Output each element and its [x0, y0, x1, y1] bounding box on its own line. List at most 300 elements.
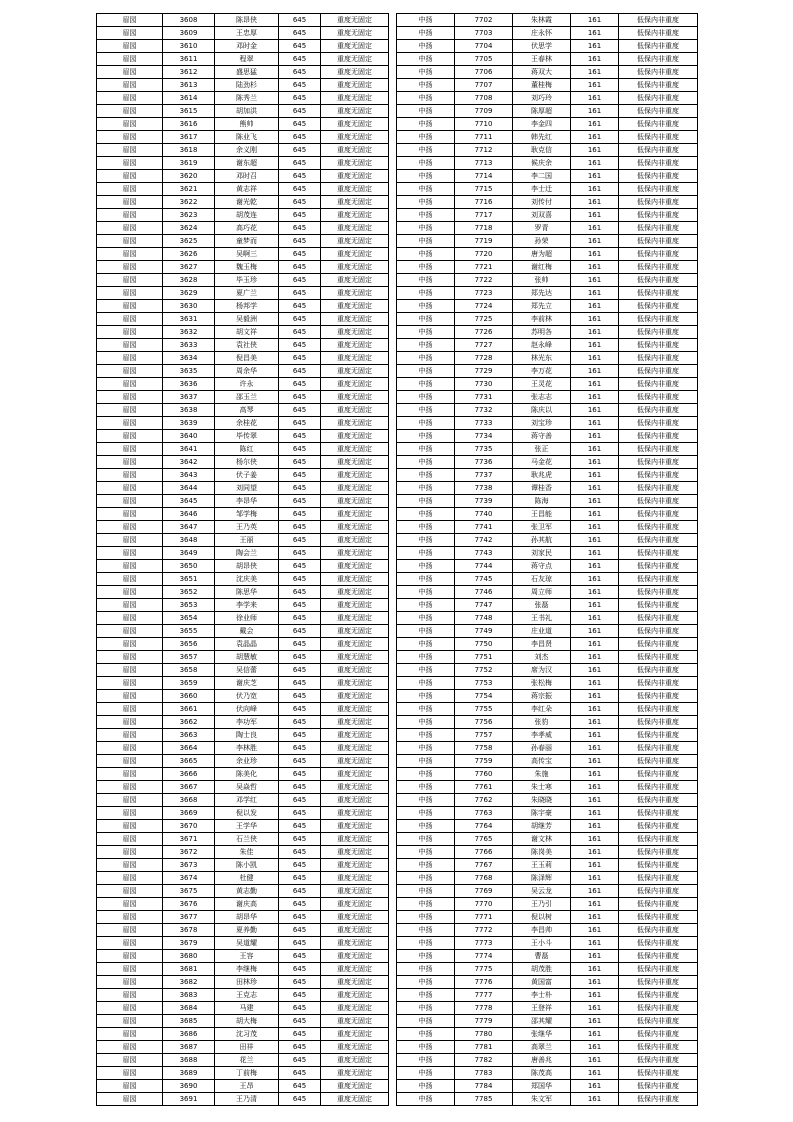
number-cell: 3612: [163, 66, 215, 79]
area-cell: 眉园: [97, 118, 163, 131]
amount-cell: 645: [279, 651, 321, 664]
category-cell: 重度无固定: [321, 625, 389, 638]
area-cell: 中扬: [397, 872, 455, 885]
name-cell: 袁社侠: [215, 339, 279, 352]
name-cell: 邹学梅: [215, 508, 279, 521]
number-cell: 7765: [455, 833, 513, 846]
amount-cell: 645: [279, 248, 321, 261]
amount-cell: 645: [279, 573, 321, 586]
area-cell: 中扬: [397, 430, 455, 443]
table-row: [397, 521, 698, 534]
area-cell: 中扬: [397, 911, 455, 924]
number-cell: 3644: [163, 482, 215, 495]
number-cell: 3678: [163, 924, 215, 937]
table-row: [97, 976, 389, 989]
table-row: [97, 40, 389, 53]
name-cell: 陈海: [513, 495, 571, 508]
category-cell: 重度无固定: [321, 703, 389, 716]
table-row: [97, 287, 389, 300]
amount-cell: 161: [571, 1028, 619, 1041]
name-cell: 胡文祥: [215, 326, 279, 339]
number-cell: 7772: [455, 924, 513, 937]
table-row: [397, 807, 698, 820]
area-cell: 中扬: [397, 755, 455, 768]
amount-cell: 645: [279, 92, 321, 105]
name-cell: 吴啊三: [215, 248, 279, 261]
name-cell: 王登祥: [513, 1002, 571, 1015]
amount-cell: 645: [279, 339, 321, 352]
name-cell: 胡继芳: [513, 820, 571, 833]
table-row: [97, 573, 389, 586]
table-row: [97, 638, 389, 651]
name-cell: 李学来: [215, 599, 279, 612]
amount-cell: 645: [279, 417, 321, 430]
amount-cell: 645: [279, 53, 321, 66]
amount-cell: 645: [279, 885, 321, 898]
area-cell: 眉园: [97, 599, 163, 612]
amount-cell: 161: [571, 794, 619, 807]
area-cell: 眉园: [97, 1028, 163, 1041]
number-cell: 3637: [163, 391, 215, 404]
amount-cell: 645: [279, 781, 321, 794]
number-cell: 3648: [163, 534, 215, 547]
table-row: [397, 27, 698, 40]
name-cell: 邓学红: [215, 794, 279, 807]
area-cell: 中扬: [397, 794, 455, 807]
area-cell: 眉园: [97, 456, 163, 469]
category-cell: 重度无固定: [321, 534, 389, 547]
name-cell: 曹磊: [513, 950, 571, 963]
number-cell: 7774: [455, 950, 513, 963]
amount-cell: 645: [279, 1080, 321, 1093]
category-cell: 低保内非重度: [619, 560, 698, 573]
name-cell: 李二国: [513, 170, 571, 183]
table-row: [97, 768, 389, 781]
table-row: [397, 352, 698, 365]
number-cell: 3608: [163, 14, 215, 27]
table-row: [97, 690, 389, 703]
area-cell: 中扬: [397, 781, 455, 794]
category-cell: 重度无固定: [321, 885, 389, 898]
number-cell: 7764: [455, 820, 513, 833]
name-cell: 席为汉: [513, 664, 571, 677]
table-row: [397, 677, 698, 690]
category-cell: 低保内非重度: [619, 287, 698, 300]
number-cell: 3616: [163, 118, 215, 131]
amount-cell: 161: [571, 430, 619, 443]
amount-cell: 161: [571, 729, 619, 742]
area-cell: 眉园: [97, 924, 163, 937]
amount-cell: 645: [279, 157, 321, 170]
table-row: [97, 183, 389, 196]
amount-cell: 645: [279, 391, 321, 404]
area-cell: 中扬: [397, 950, 455, 963]
category-cell: 重度无固定: [321, 664, 389, 677]
category-cell: 低保内非重度: [619, 820, 698, 833]
area-cell: 眉园: [97, 742, 163, 755]
number-cell: 3634: [163, 352, 215, 365]
table-row: [397, 846, 698, 859]
name-cell: 孙春丽: [513, 742, 571, 755]
table-row: [397, 14, 698, 27]
amount-cell: 645: [279, 807, 321, 820]
area-cell: 中扬: [397, 898, 455, 911]
amount-cell: 161: [571, 209, 619, 222]
table-row: [97, 300, 389, 313]
table-row: [397, 261, 698, 274]
number-cell: 7743: [455, 547, 513, 560]
amount-cell: 161: [571, 131, 619, 144]
table-row: [397, 586, 698, 599]
amount-cell: 161: [571, 612, 619, 625]
name-cell: 陈红: [215, 443, 279, 456]
amount-cell: 645: [279, 235, 321, 248]
category-cell: 低保内非重度: [619, 391, 698, 404]
number-cell: 7757: [455, 729, 513, 742]
amount-cell: 161: [571, 664, 619, 677]
area-cell: 眉园: [97, 261, 163, 274]
amount-cell: 645: [279, 768, 321, 781]
area-cell: 眉园: [97, 885, 163, 898]
category-cell: 重度无固定: [321, 287, 389, 300]
table-row: [397, 911, 698, 924]
table-row: [97, 404, 389, 417]
number-cell: 7778: [455, 1002, 513, 1015]
table-row: [97, 144, 389, 157]
category-cell: 重度无固定: [321, 40, 389, 53]
area-cell: 眉园: [97, 625, 163, 638]
number-cell: 3691: [163, 1093, 215, 1106]
table-row: [97, 235, 389, 248]
name-cell: 郑国华: [513, 1080, 571, 1093]
amount-cell: 645: [279, 40, 321, 53]
table-row: [97, 1041, 389, 1054]
category-cell: 低保内非重度: [619, 716, 698, 729]
number-cell: 3690: [163, 1080, 215, 1093]
area-cell: 眉园: [97, 391, 163, 404]
name-cell: 李孝威: [513, 729, 571, 742]
area-cell: 眉园: [97, 313, 163, 326]
number-cell: 7749: [455, 625, 513, 638]
amount-cell: 161: [571, 846, 619, 859]
table-row: [397, 768, 698, 781]
category-cell: 低保内非重度: [619, 1080, 698, 1093]
category-cell: 低保内非重度: [619, 417, 698, 430]
table-row: [97, 1002, 389, 1015]
category-cell: 重度无固定: [321, 989, 389, 1002]
amount-cell: 161: [571, 339, 619, 352]
amount-cell: 161: [571, 807, 619, 820]
category-cell: 重度无固定: [321, 846, 389, 859]
area-cell: 中扬: [397, 664, 455, 677]
category-cell: 低保内非重度: [619, 456, 698, 469]
number-cell: 7768: [455, 872, 513, 885]
number-cell: 3675: [163, 885, 215, 898]
area-cell: 中扬: [397, 859, 455, 872]
name-cell: 李士迁: [513, 183, 571, 196]
name-cell: 孙荣: [513, 235, 571, 248]
table-row: [397, 924, 698, 937]
name-cell: 王昌能: [513, 508, 571, 521]
area-cell: 中扬: [397, 703, 455, 716]
amount-cell: 161: [571, 417, 619, 430]
number-cell: 3636: [163, 378, 215, 391]
amount-cell: 645: [279, 378, 321, 391]
name-cell: 马建: [215, 1002, 279, 1015]
name-cell: 陈宇豪: [513, 807, 571, 820]
area-cell: 眉园: [97, 651, 163, 664]
amount-cell: 161: [571, 586, 619, 599]
name-cell: 沈庆美: [215, 573, 279, 586]
name-cell: 李林胜: [215, 742, 279, 755]
number-cell: 3659: [163, 677, 215, 690]
name-cell: 陈庆以: [513, 404, 571, 417]
area-cell: 眉园: [97, 274, 163, 287]
category-cell: 低保内非重度: [619, 339, 698, 352]
number-cell: 3626: [163, 248, 215, 261]
category-cell: 低保内非重度: [619, 638, 698, 651]
category-cell: 重度无固定: [321, 352, 389, 365]
name-cell: 王灵花: [513, 378, 571, 391]
table-row: [397, 820, 698, 833]
amount-cell: 645: [279, 170, 321, 183]
table-row: [397, 274, 698, 287]
table-row: [97, 677, 389, 690]
category-cell: 重度无固定: [321, 1015, 389, 1028]
category-cell: 低保内非重度: [619, 794, 698, 807]
name-cell: 谢东超: [215, 157, 279, 170]
table-row: [397, 534, 698, 547]
name-cell: 蒋守善: [513, 430, 571, 443]
name-cell: 黄志勤: [215, 885, 279, 898]
area-cell: 中扬: [397, 547, 455, 560]
table-row: [397, 443, 698, 456]
name-cell: 吴毅洲: [215, 313, 279, 326]
name-cell: 倪昌美: [215, 352, 279, 365]
category-cell: 低保内非重度: [619, 170, 698, 183]
name-cell: 邓时召: [215, 170, 279, 183]
table-row: [97, 1093, 389, 1106]
name-cell: 田祥: [215, 1041, 279, 1054]
number-cell: 7709: [455, 105, 513, 118]
category-cell: 重度无固定: [321, 1002, 389, 1015]
number-cell: 7748: [455, 612, 513, 625]
number-cell: 3686: [163, 1028, 215, 1041]
category-cell: 重度无固定: [321, 1041, 389, 1054]
category-cell: 低保内非重度: [619, 196, 698, 209]
area-cell: 眉园: [97, 612, 163, 625]
number-cell: 7773: [455, 937, 513, 950]
category-cell: 低保内非重度: [619, 768, 698, 781]
area-cell: 眉园: [97, 27, 163, 40]
name-cell: 余义刚: [215, 144, 279, 157]
number-cell: 3639: [163, 417, 215, 430]
amount-cell: 645: [279, 716, 321, 729]
number-cell: 3656: [163, 638, 215, 651]
amount-cell: 161: [571, 404, 619, 417]
area-cell: 中扬: [397, 976, 455, 989]
category-cell: 重度无固定: [321, 469, 389, 482]
number-cell: 7726: [455, 326, 513, 339]
amount-cell: 161: [571, 534, 619, 547]
name-cell: 韩先红: [513, 131, 571, 144]
category-cell: 重度无固定: [321, 235, 389, 248]
area-cell: 眉园: [97, 495, 163, 508]
area-cell: 眉园: [97, 352, 163, 365]
amount-cell: 161: [571, 326, 619, 339]
area-cell: 中扬: [397, 560, 455, 573]
category-cell: 重度无固定: [321, 300, 389, 313]
number-cell: 7755: [455, 703, 513, 716]
number-cell: 3609: [163, 27, 215, 40]
table-row: [397, 1028, 698, 1041]
number-cell: 7732: [455, 404, 513, 417]
category-cell: 重度无固定: [321, 144, 389, 157]
category-cell: 重度无固定: [321, 859, 389, 872]
area-cell: 眉园: [97, 859, 163, 872]
amount-cell: 161: [571, 703, 619, 716]
table-row: [397, 599, 698, 612]
name-cell: 袁晶晶: [215, 638, 279, 651]
table-row: [397, 300, 698, 313]
name-cell: 王乃引: [513, 898, 571, 911]
number-cell: 3665: [163, 755, 215, 768]
amount-cell: 161: [571, 261, 619, 274]
table-row: [397, 378, 698, 391]
amount-cell: 161: [571, 781, 619, 794]
amount-cell: 645: [279, 1067, 321, 1080]
number-cell: 7752: [455, 664, 513, 677]
amount-cell: 161: [571, 599, 619, 612]
table-row: [397, 638, 698, 651]
area-cell: 眉园: [97, 53, 163, 66]
number-cell: 3618: [163, 144, 215, 157]
name-cell: 杨邦学: [215, 300, 279, 313]
area-cell: 中扬: [397, 300, 455, 313]
amount-cell: 645: [279, 79, 321, 92]
name-cell: 王丽: [215, 534, 279, 547]
table-row: [397, 950, 698, 963]
category-cell: 低保内非重度: [619, 911, 698, 924]
category-cell: 低保内非重度: [619, 1054, 698, 1067]
category-cell: 重度无固定: [321, 612, 389, 625]
category-cell: 低保内非重度: [619, 404, 698, 417]
amount-cell: 645: [279, 66, 321, 79]
name-cell: 谢文林: [513, 833, 571, 846]
category-cell: 低保内非重度: [619, 508, 698, 521]
name-cell: 徐业师: [215, 612, 279, 625]
name-cell: 高巧花: [215, 222, 279, 235]
amount-cell: 161: [571, 365, 619, 378]
category-cell: 低保内非重度: [619, 131, 698, 144]
table-row: [97, 937, 389, 950]
category-cell: 低保内非重度: [619, 183, 698, 196]
area-cell: 眉园: [97, 469, 163, 482]
table-row: [97, 807, 389, 820]
area-cell: 眉园: [97, 378, 163, 391]
number-cell: 7704: [455, 40, 513, 53]
table-row: [397, 235, 698, 248]
amount-cell: 645: [279, 937, 321, 950]
number-cell: 3652: [163, 586, 215, 599]
category-cell: 低保内非重度: [619, 209, 698, 222]
amount-cell: 161: [571, 287, 619, 300]
area-cell: 眉园: [97, 898, 163, 911]
name-cell: 朱施: [513, 768, 571, 781]
category-cell: 低保内非重度: [619, 807, 698, 820]
table-row: [97, 898, 389, 911]
area-cell: 中扬: [397, 53, 455, 66]
area-cell: 中扬: [397, 1080, 455, 1093]
amount-cell: 161: [571, 651, 619, 664]
table-row: [397, 92, 698, 105]
amount-cell: 645: [279, 118, 321, 131]
name-cell: 胡昂华: [215, 911, 279, 924]
amount-cell: 161: [571, 885, 619, 898]
area-cell: 中扬: [397, 534, 455, 547]
number-cell: 7783: [455, 1067, 513, 1080]
name-cell: 余桂花: [215, 417, 279, 430]
area-cell: 眉园: [97, 482, 163, 495]
table-row: [97, 599, 389, 612]
area-cell: 眉园: [97, 521, 163, 534]
amount-cell: 645: [279, 274, 321, 287]
amount-cell: 645: [279, 209, 321, 222]
number-cell: 7766: [455, 846, 513, 859]
category-cell: 低保内非重度: [619, 92, 698, 105]
amount-cell: 161: [571, 924, 619, 937]
name-cell: 胡慧敏: [215, 651, 279, 664]
amount-cell: 645: [279, 365, 321, 378]
category-cell: 低保内非重度: [619, 729, 698, 742]
amount-cell: 161: [571, 118, 619, 131]
number-cell: 7719: [455, 235, 513, 248]
table-row: [97, 833, 389, 846]
amount-cell: 161: [571, 92, 619, 105]
name-cell: 李昌贤: [513, 638, 571, 651]
number-cell: 3661: [163, 703, 215, 716]
name-cell: 周立师: [513, 586, 571, 599]
category-cell: 重度无固定: [321, 677, 389, 690]
number-cell: 7707: [455, 79, 513, 92]
amount-cell: 161: [571, 274, 619, 287]
category-cell: 低保内非重度: [619, 599, 698, 612]
table-row: [97, 157, 389, 170]
amount-cell: 645: [279, 924, 321, 937]
amount-cell: 161: [571, 27, 619, 40]
area-cell: 中扬: [397, 378, 455, 391]
category-cell: 重度无固定: [321, 79, 389, 92]
number-cell: 3666: [163, 768, 215, 781]
number-cell: 7706: [455, 66, 513, 79]
number-cell: 7739: [455, 495, 513, 508]
category-cell: 低保内非重度: [619, 27, 698, 40]
amount-cell: 161: [571, 456, 619, 469]
amount-cell: 645: [279, 898, 321, 911]
name-cell: 王小斗: [513, 937, 571, 950]
area-cell: 眉园: [97, 196, 163, 209]
category-cell: 低保内非重度: [619, 352, 698, 365]
amount-cell: 645: [279, 1054, 321, 1067]
area-cell: 中扬: [397, 521, 455, 534]
table-row: [97, 950, 389, 963]
table-row: [397, 729, 698, 742]
amount-cell: 645: [279, 534, 321, 547]
table-row: [397, 664, 698, 677]
name-cell: 高翠兰: [513, 1041, 571, 1054]
area-cell: 中扬: [397, 937, 455, 950]
name-cell: 李前林: [513, 313, 571, 326]
